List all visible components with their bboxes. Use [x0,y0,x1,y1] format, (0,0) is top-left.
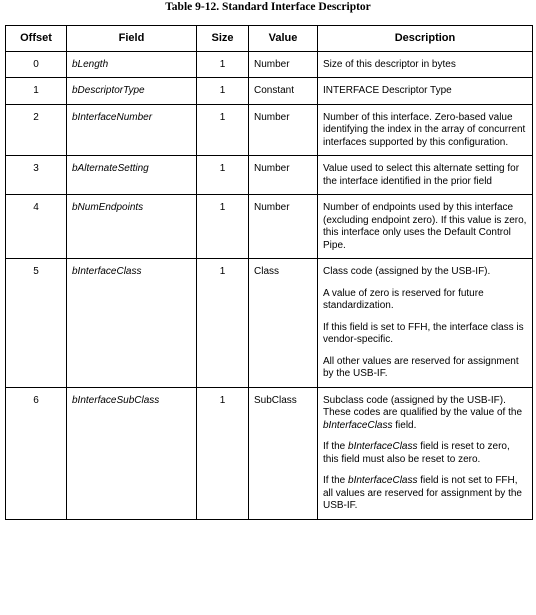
header-field: Field [67,26,197,52]
description-text: Subclass code (assigned by the USB-IF). These codes are qualified by the value of the [323,394,523,418]
cell-value: Class [249,259,318,388]
description-paragraph [323,112,527,150]
table-row [6,387,533,519]
cell-field: bNumEndpoints [67,195,197,259]
cell-size: 1 [197,259,249,388]
cell-size: 1 [197,195,249,259]
table-row [6,195,533,259]
description-text: All other values are reserved for assignment by the USB-IF. [323,355,519,379]
cell-offset: 3 [6,156,67,195]
header-description: Description [318,26,533,52]
description-paragraph [323,395,527,433]
cell-description [318,104,533,156]
description-paragraph [323,202,527,252]
cell-description [318,78,533,105]
cell-field: bInterfaceNumber [67,104,197,156]
cell-value: Number [249,51,318,78]
field-reference: bInterfaceClass [323,419,393,431]
cell-value: Number [249,156,318,195]
description-text: If the [323,475,349,486]
cell-description [318,51,533,78]
cell-size: 1 [197,104,249,156]
description-text: If this field is set to FFH, the interface class is vendor-specific. [323,321,524,345]
description-paragraph [323,266,527,279]
description-text: A value of zero is reserved for future standardization. [323,287,484,311]
table-body [6,51,533,519]
table-header [6,26,533,52]
field-reference: bInterfaceClass [348,475,418,486]
cell-field: bAlternateSetting [67,156,197,195]
description-text: Value used to select this alternate setting for the interface identified in the prior field [323,163,520,187]
cell-offset: 2 [6,104,67,156]
table-row [6,51,533,78]
description-text: Number of endpoints used by this interface (excluding endpoint zero). If this value is zero, this interface only uses the Default Control Pipe. [323,202,527,251]
description-text: INTERFACE Descriptor Type [323,85,452,96]
description-paragraph [323,85,527,98]
description-paragraph [323,441,527,466]
cell-size: 1 [197,156,249,195]
description-text: Size of this descriptor in bytes [323,58,456,70]
description-paragraph [323,475,527,513]
cell-offset: 0 [6,51,67,78]
description-paragraph [323,163,527,188]
cell-field: bInterfaceSubClass [67,387,197,519]
description-text: field is not set to FFH, all values are reserved for assignment by the USB-IF. [323,475,522,511]
table-row [6,156,533,195]
table-row [6,104,533,156]
description-text: Number of this interface. Zero-based value identifying the index in the array of concurrent interfaces supported by this configuration. [323,111,526,148]
table-row [6,78,533,105]
description-text: field. [392,419,417,431]
cell-field: bInterfaceClass [67,259,197,388]
cell-offset: 1 [6,78,67,105]
cell-size: 1 [197,387,249,519]
description-paragraph [323,322,527,347]
cell-offset: 4 [6,195,67,259]
description-paragraph [323,59,527,72]
table-caption: Table 9-12. Standard Interface Descriptor [165,1,371,13]
cell-description [318,259,533,388]
table-row [6,259,533,388]
cell-value: Number [249,104,318,156]
cell-value: SubClass [249,387,318,519]
interface-descriptor-table [5,25,533,520]
cell-size: 1 [197,78,249,105]
cell-value: Number [249,195,318,259]
cell-description [318,156,533,195]
cell-field: bLength [67,51,197,78]
description-text: If the [323,441,349,452]
description-text: field is reset to zero, this field must also be reset to zero. [323,441,510,465]
header-row [6,26,533,52]
header-size: Size [197,26,249,52]
description-paragraph [323,356,527,381]
description-text: Class code (assigned by the USB-IF). [323,266,491,277]
cell-size: 1 [197,51,249,78]
cell-description [318,195,533,259]
field-reference: bInterfaceClass [348,441,418,452]
header-value: Value [249,26,318,52]
header-offset: Offset [6,26,67,52]
cell-value: Constant [249,78,318,105]
cell-offset: 5 [6,259,67,388]
cell-field: bDescriptorType [67,78,197,105]
cell-description [318,387,533,519]
cell-offset: 6 [6,387,67,519]
description-paragraph [323,288,527,313]
